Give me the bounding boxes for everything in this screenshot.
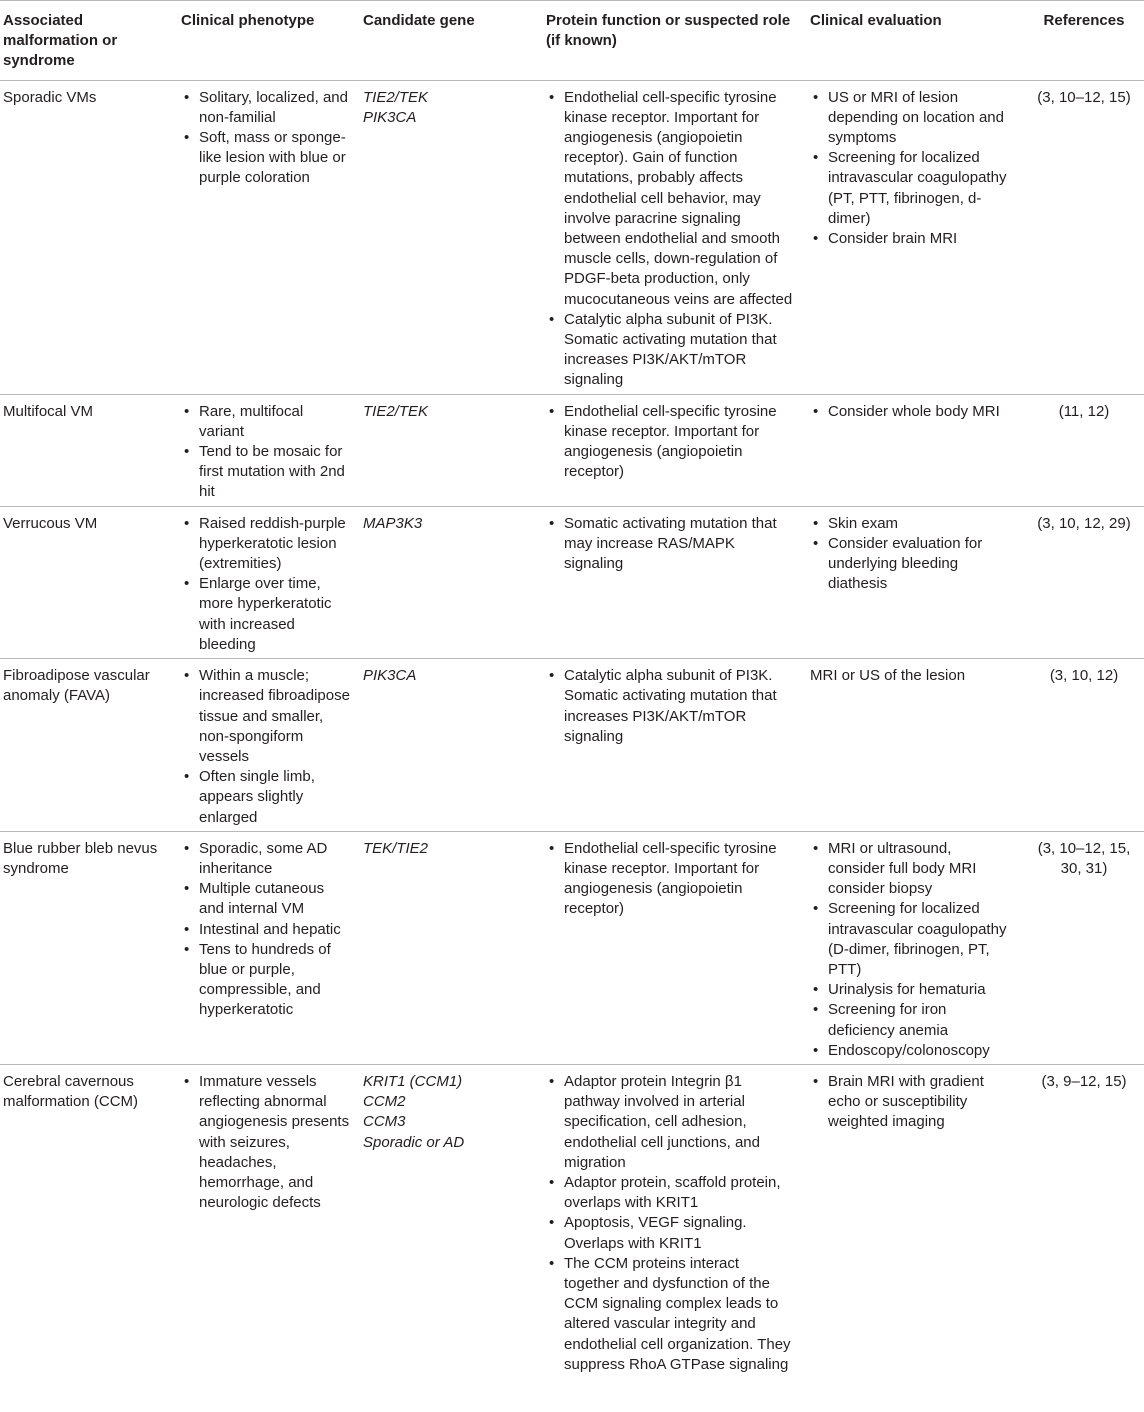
evaluation-cell bbox=[810, 506, 1024, 658]
table-row bbox=[0, 1064, 1144, 1378]
malformation-cell: Cerebral cavernous malformation (CCM) bbox=[3, 1072, 139, 1111]
header-malformation: Associated malformation or syndrome bbox=[0, 1, 181, 81]
evaluation-cell bbox=[810, 659, 1024, 832]
phenotype-cell bbox=[181, 80, 363, 394]
malformation-cell: Verrucous VM bbox=[0, 506, 181, 658]
gene-cell bbox=[363, 80, 546, 394]
table-header-row bbox=[0, 1, 1144, 81]
gene-cell bbox=[363, 1064, 546, 1378]
list-item: • Multiple cutaneous and internal VM bbox=[199, 879, 351, 919]
malformation-cell: Multifocal VM bbox=[0, 394, 181, 506]
header-gene: Candidate gene bbox=[363, 1, 546, 81]
evaluation-cell bbox=[810, 831, 1024, 1064]
gene-name: CCM3 bbox=[363, 1113, 406, 1131]
list-item: • Screening for localized intravascular coagulopathy (D-dimer, fibrinogen, PT, PTT) bbox=[828, 899, 1010, 980]
list-item: • Consider whole body MRI bbox=[828, 402, 1010, 422]
header-phenotype: Clinical phenotype bbox=[181, 1, 363, 81]
list-item: • Catalytic alpha subunit of PI3K. Somatic activating mutation that increases PI3K/AKT/mTOR signaling bbox=[564, 666, 794, 747]
list-item: • Skin exam bbox=[828, 514, 1010, 534]
gene-name: CCM2 bbox=[363, 1093, 406, 1111]
phenotype-cell bbox=[181, 1064, 363, 1378]
malformation-cell: Fibroadipose vascular anomaly (FAVA) bbox=[0, 659, 181, 832]
table-row bbox=[0, 659, 1144, 832]
list-item: • Soft, mass or sponge-like lesion with blue or purple coloration bbox=[199, 128, 351, 189]
references-cell: (3, 10, 12, 29) bbox=[1024, 506, 1144, 658]
references-cell: (3, 10, 12) bbox=[1024, 659, 1144, 832]
list-item: • The CCM proteins interact together and dysfunction of the CCM signaling complex leads to altered vascular integrity and endothelial cell organization. They suppress RhoA GTPase signaling bbox=[564, 1254, 794, 1375]
table-row bbox=[0, 831, 1144, 1064]
list-item: • Immature vessels reflecting abnormal angiogenesis presents with seizures, headaches, hemorrhage, and neurologic defects bbox=[199, 1072, 351, 1213]
list-item: • US or MRI of lesion depending on location and symptoms bbox=[828, 88, 1010, 149]
gene-name: KRIT1 (CCM1) bbox=[363, 1072, 463, 1090]
list-item: • Raised reddish-purple hyperkeratotic lesion (extremities) bbox=[199, 514, 351, 575]
list-item: • Screening for iron deficiency anemia bbox=[828, 1000, 1010, 1040]
references-line: 30, 31) bbox=[1060, 859, 1108, 877]
gene-name: Sporadic or AD bbox=[363, 1133, 465, 1151]
references-cell bbox=[1024, 831, 1144, 1064]
list-item: • Consider evaluation for underlying bleeding diathesis bbox=[828, 534, 1010, 595]
header-references: References bbox=[1024, 1, 1144, 81]
list-item: • Often single limb, appears slightly enlarged bbox=[199, 767, 351, 828]
references-line: (3, 10–12, 15, bbox=[1037, 839, 1131, 857]
list-item: • Within a muscle; increased fibroadipose tissue and smaller, non-spongiform vessels bbox=[199, 666, 351, 767]
function-cell bbox=[546, 831, 810, 1064]
malformation-cell: Blue rubber bleb nevus syndrome bbox=[0, 831, 181, 1064]
list-item: • Endothelial cell-specific tyrosine kinase receptor. Important for angiogenesis (angiopoietin receptor). Gain of function mutations, probably affects endothelial cell behavior, may involve paracrine signaling between endothelial and smooth muscle cells, down-regulation of PDGF-beta production, only mucocutaneous veins are affected bbox=[564, 88, 794, 310]
phenotype-cell bbox=[181, 831, 363, 1064]
function-cell bbox=[546, 659, 810, 832]
list-item: • Intestinal and hepatic bbox=[199, 920, 351, 940]
list-item: • MRI or ultrasound, consider full body MRI consider biopsy bbox=[828, 839, 1010, 900]
table-row bbox=[0, 394, 1144, 506]
phenotype-cell bbox=[181, 659, 363, 832]
function-cell bbox=[546, 1064, 810, 1378]
gene-name: PIK3CA bbox=[363, 667, 417, 685]
list-item: • Brain MRI with gradient echo or susceptibility weighted imaging bbox=[828, 1072, 1010, 1133]
phenotype-cell bbox=[181, 394, 363, 506]
list-item: • Endoscopy/colonoscopy bbox=[828, 1041, 1010, 1061]
list-item: • Tend to be mosaic for first mutation with 2nd hit bbox=[199, 442, 351, 503]
gene-cell bbox=[363, 831, 546, 1064]
list-item: • Endothelial cell-specific tyrosine kinase receptor. Important for angiogenesis (angiopoietin receptor) bbox=[564, 402, 794, 483]
list-item: • Catalytic alpha subunit of PI3K. Somatic activating mutation that increases PI3K/AKT/mTOR signaling bbox=[564, 310, 794, 391]
gene-cell bbox=[363, 394, 546, 506]
function-cell bbox=[546, 80, 810, 394]
list-item: • Apoptosis, VEGF signaling. Overlaps with KRIT1 bbox=[564, 1213, 794, 1253]
list-item: • Screening for localized intravascular coagulopathy (PT, PTT, fibrinogen, d-dimer) bbox=[828, 148, 1010, 229]
gene-name: PIK3CA bbox=[363, 108, 417, 126]
phenotype-cell bbox=[181, 506, 363, 658]
list-item: • Somatic activating mutation that may increase RAS/MAPK signaling bbox=[564, 514, 794, 575]
gene-cell bbox=[363, 506, 546, 658]
list-item: • Urinalysis for hematuria bbox=[828, 980, 1010, 1000]
gene-name: TIE2/TEK bbox=[363, 402, 429, 420]
list-item: • Tens to hundreds of blue or purple, compressible, and hyperkeratotic bbox=[199, 940, 351, 1021]
gene-cell bbox=[363, 659, 546, 832]
list-item: • Sporadic, some AD inheritance bbox=[199, 839, 351, 879]
malformation-cell: Sporadic VMs bbox=[0, 80, 181, 394]
list-item: • Enlarge over time, more hyperkeratotic with increased bleeding bbox=[199, 574, 351, 655]
header-evaluation: Clinical evaluation bbox=[810, 1, 1024, 81]
references-cell: (11, 12) bbox=[1024, 394, 1144, 506]
evaluation-text: MRI or US of the lesion bbox=[810, 667, 966, 685]
table-row bbox=[0, 506, 1144, 658]
function-cell bbox=[546, 506, 810, 658]
list-item: • Consider brain MRI bbox=[828, 229, 1010, 249]
function-cell bbox=[546, 394, 810, 506]
gene-name: MAP3K3 bbox=[363, 514, 423, 532]
references-cell: (3, 9–12, 15) bbox=[1041, 1072, 1127, 1090]
list-item: • Adaptor protein Integrin β1 pathway involved in arterial specification, cell adhesion, endothelial cell junctions, and migration bbox=[564, 1072, 794, 1173]
list-item: • Endothelial cell-specific tyrosine kinase receptor. Important for angiogenesis (angiopoietin receptor) bbox=[564, 839, 794, 920]
evaluation-cell bbox=[810, 80, 1024, 394]
table-row bbox=[0, 80, 1144, 394]
evaluation-cell bbox=[810, 1064, 1024, 1378]
header-function: Protein function or suspected role (if known) bbox=[546, 1, 810, 81]
gene-name: TEK/TIE2 bbox=[363, 839, 429, 857]
list-item: • Solitary, localized, and non-familial bbox=[199, 88, 351, 128]
list-item: • Rare, multifocal variant bbox=[199, 402, 351, 442]
evaluation-cell bbox=[810, 394, 1024, 506]
gene-name: TIE2/TEK bbox=[363, 88, 429, 106]
references-cell: (3, 10–12, 15) bbox=[1024, 80, 1144, 394]
list-item: • Adaptor protein, scaffold protein, overlaps with KRIT1 bbox=[564, 1173, 794, 1213]
